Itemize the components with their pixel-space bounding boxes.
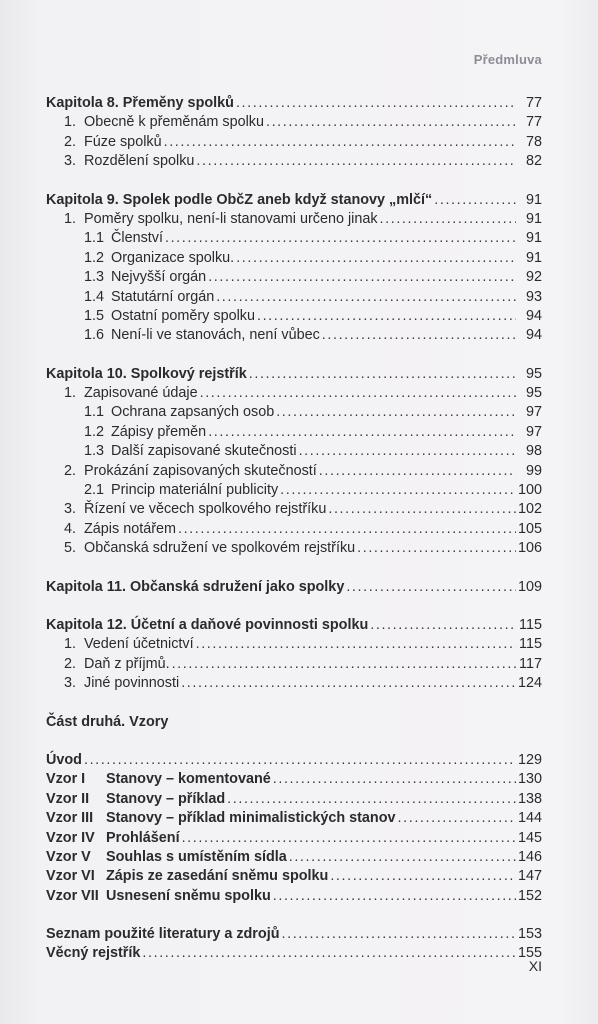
toc-section-entry <box>46 384 542 403</box>
toc-entry-number: 3. <box>64 501 77 518</box>
toc-entry-number: 1.2 <box>84 249 105 266</box>
dot-leader <box>164 133 516 152</box>
toc-page-number: 91 <box>525 249 542 266</box>
toc-page-number: 99 <box>525 462 542 479</box>
toc-part-heading <box>46 713 542 732</box>
toc-section-entry <box>46 210 542 229</box>
toc-entry-title: Rozdělení spolku <box>84 153 195 170</box>
toc-subsection-entry <box>46 442 542 461</box>
toc-page-number: 153 <box>517 926 542 943</box>
toc-section-entry <box>46 133 542 152</box>
toc-template-entry <box>46 848 542 867</box>
toc-spacer <box>46 172 542 191</box>
toc-page-number: 95 <box>525 365 542 382</box>
toc-spacer <box>46 694 542 713</box>
dot-leader <box>142 944 516 963</box>
toc-entry-title: Zapisované údaje <box>84 385 198 402</box>
toc-entry-title: Seznam použité literatury a zdrojů <box>46 926 280 943</box>
toc-page-number: 91 <box>525 191 542 208</box>
toc-entry-number: 2. <box>64 462 77 479</box>
toc-entry-number: 1.6 <box>84 327 105 344</box>
toc-entry-title: Zápisy přeměn <box>111 423 207 440</box>
toc-page-number: 91 <box>525 230 542 247</box>
toc-entry-number: Vzor I <box>46 771 86 788</box>
toc-page-number: 93 <box>525 288 542 305</box>
toc-section-entry <box>46 462 542 481</box>
dot-leader <box>328 500 516 519</box>
toc-entry-number: 2. <box>64 133 77 150</box>
toc-spacer <box>46 732 542 751</box>
toc-entry-title: Kapitola 9. Spolek podle ObčZ aneb když stanovy „mlčí“ <box>46 191 433 208</box>
toc-chapter-entry <box>46 925 542 944</box>
toc-entry-title: Stanovy – příklad minimalistických stanov <box>106 810 396 827</box>
toc-entry-number: 2. <box>64 655 77 672</box>
toc-spacer <box>46 597 542 616</box>
toc-entry-number: 1.1 <box>84 230 105 247</box>
toc-page-number: 147 <box>517 868 542 885</box>
toc-chapter-entry <box>46 578 542 597</box>
dot-leader <box>200 384 516 403</box>
toc-section-entry <box>46 655 542 674</box>
dot-leader <box>299 442 516 461</box>
dot-leader <box>181 674 516 693</box>
dot-leader <box>236 249 516 268</box>
toc-entry-number: 2.1 <box>84 482 105 499</box>
toc-entry-number: Vzor VII <box>46 887 99 904</box>
toc-template-entry <box>46 887 542 906</box>
toc-page-number: 94 <box>525 307 542 324</box>
toc-page-number: 145 <box>517 829 542 846</box>
toc-chapter-entry <box>46 365 542 384</box>
dot-leader <box>280 481 516 500</box>
dot-leader <box>236 94 516 113</box>
toc-entry-number: 1. <box>64 636 77 653</box>
toc-spacer <box>46 906 542 925</box>
toc-section-entry <box>46 500 542 519</box>
toc-entry-number: 1. <box>64 114 77 131</box>
toc-entry-number: 1.3 <box>84 443 105 460</box>
toc-page-number: 95 <box>525 385 542 402</box>
toc-entry-title: Vedení účetnictví <box>84 636 194 653</box>
toc-subsection-entry <box>46 307 542 326</box>
toc-entry-title: Kapitola 8. Přeměny spolků <box>46 95 234 111</box>
toc-page-number: 105 <box>517 520 542 537</box>
dot-leader <box>276 403 516 422</box>
toc-section-entry <box>46 152 542 171</box>
toc-entry-number: Vzor III <box>46 810 94 827</box>
toc-entry-title: Kapitola 12. Účetní a daňové povinnosti spolku <box>46 616 369 633</box>
dot-leader <box>249 365 516 384</box>
toc-page-number: 77 <box>525 95 542 111</box>
toc-page-number: 109 <box>517 578 542 595</box>
toc-entry-title: Věcný rejstřík <box>46 945 141 962</box>
toc-entry-number: Vzor VI <box>46 868 95 885</box>
dot-leader <box>346 578 516 597</box>
dot-leader <box>196 635 516 654</box>
toc-entry-title: Stanovy – komentované <box>106 771 271 788</box>
toc-section-entry <box>46 113 542 132</box>
toc-section-entry <box>46 539 542 558</box>
toc-entry-title: Fúze spolků <box>84 133 162 150</box>
dot-leader <box>282 925 516 944</box>
toc-section-entry <box>46 635 542 654</box>
toc-page-number: 144 <box>517 810 542 827</box>
toc-entry-number: 3. <box>64 153 77 170</box>
toc-entry-title: Stanovy – příklad <box>106 790 226 807</box>
toc-entry-number: 1.5 <box>84 307 105 324</box>
dot-leader <box>380 210 516 229</box>
toc-entry-title: Kapitola 10. Spolkový rejstřík <box>46 365 247 382</box>
dot-leader <box>273 770 516 789</box>
toc-spacer <box>46 346 542 365</box>
dot-leader <box>370 616 516 635</box>
toc-entry-title: Usnesení sněmu spolku <box>106 887 271 904</box>
toc-template-entry <box>46 829 542 848</box>
toc-page-number: 138 <box>517 790 542 807</box>
toc-page-number: 152 <box>517 887 542 904</box>
dot-leader <box>266 113 516 132</box>
dot-leader <box>208 423 516 442</box>
toc-entry-number: 4. <box>64 520 77 537</box>
toc-entry-title: Kapitola 11. Občanská sdružení jako spolky <box>46 578 345 595</box>
toc-page-number: 106 <box>517 540 542 557</box>
toc-entry-title: Prohlášení <box>106 829 180 846</box>
toc-entry-number: 1.2 <box>84 423 105 440</box>
toc-template-entry <box>46 809 542 828</box>
toc-template-entry <box>46 867 542 886</box>
toc-chapter-entry <box>46 94 542 113</box>
toc-subsection-entry <box>46 403 542 422</box>
toc-entry-number: 1. <box>64 385 77 402</box>
toc-entry-title: Daň z příjmů. <box>84 655 170 672</box>
toc-entry-title: Jiné povinnosti <box>84 675 180 692</box>
dot-leader <box>84 751 516 770</box>
dot-leader <box>322 326 516 345</box>
dot-leader <box>178 520 516 539</box>
toc-page-number: 77 <box>525 114 542 131</box>
dot-leader <box>330 867 516 886</box>
toc-chapter-entry <box>46 751 542 770</box>
toc-subsection-entry <box>46 481 542 500</box>
table-of-contents <box>46 94 542 964</box>
toc-entry-number: Vzor II <box>46 790 90 807</box>
dot-leader <box>182 829 516 848</box>
toc-entry-number: 3. <box>64 675 77 692</box>
dot-leader <box>227 790 516 809</box>
toc-subsection-entry <box>46 249 542 268</box>
toc-chapter-entry <box>46 944 542 963</box>
toc-entry-number: Vzor V <box>46 848 91 865</box>
toc-spacer <box>46 559 542 578</box>
toc-entry-title: Řízení ve věcech spolkového rejstříku <box>84 501 327 518</box>
toc-page-number: 124 <box>517 675 542 692</box>
page-folio: XI <box>528 958 542 974</box>
toc-entry-title: Obecně k přeměnám spolku <box>84 114 264 131</box>
dot-leader <box>434 191 516 210</box>
toc-page-number: 92 <box>525 269 542 286</box>
toc-page-number: 98 <box>525 443 542 460</box>
dot-leader <box>208 268 516 287</box>
toc-entry-title: Není-li ve stanovách, není vůbec <box>111 327 320 344</box>
toc-subsection-entry <box>46 268 542 287</box>
toc-entry-title: Úvod <box>46 751 82 768</box>
toc-subsection-entry <box>46 288 542 307</box>
dot-leader <box>357 539 516 558</box>
toc-entry-title: Nejvyšší orgán <box>111 269 207 286</box>
toc-page-number: 100 <box>517 482 542 499</box>
toc-entry-title: Další zapisované skutečnosti <box>111 443 297 460</box>
toc-section-entry <box>46 674 542 693</box>
toc-entry-title: Souhlas s umístěním sídla <box>106 848 287 865</box>
toc-page-number: 130 <box>517 771 542 788</box>
toc-entry-number: 5. <box>64 540 77 557</box>
toc-subsection-entry <box>46 326 542 345</box>
toc-page-number: 91 <box>525 210 542 227</box>
toc-entry-number: 1.4 <box>84 288 105 305</box>
toc-entry-title: Občanská sdružení ve spolkovém rejstříku <box>84 540 356 557</box>
toc-entry-title: Prokázání zapisovaných skutečností <box>84 462 317 479</box>
toc-page-number: 82 <box>525 153 542 170</box>
toc-page-number: 115 <box>519 616 542 633</box>
toc-page-number: 94 <box>525 327 542 344</box>
toc-entry-title: Princip materiální publicity <box>111 482 279 499</box>
toc-template-entry <box>46 790 542 809</box>
toc-entry-title: Členství <box>111 230 163 247</box>
dot-leader <box>398 809 516 828</box>
dot-leader <box>196 152 516 171</box>
toc-page-number: 78 <box>525 133 542 150</box>
toc-entry-title: Organizace spolku. <box>111 249 235 266</box>
toc-template-entry <box>46 770 542 789</box>
toc-entry-number: Vzor IV <box>46 829 95 846</box>
toc-entry-number: 1.3 <box>84 269 105 286</box>
toc-subsection-entry <box>46 229 542 248</box>
running-header: Předmluva <box>473 52 542 67</box>
dot-leader <box>172 655 516 674</box>
dot-leader <box>165 229 516 248</box>
toc-section-entry <box>46 520 542 539</box>
toc-page-number: 102 <box>517 501 542 518</box>
toc-chapter-entry <box>46 191 542 210</box>
toc-page-number: 97 <box>525 423 542 440</box>
toc-entry-title: Poměry spolku, není-li stanovami určeno jinak <box>84 210 378 227</box>
toc-chapter-entry <box>46 616 542 635</box>
dot-leader <box>289 848 516 867</box>
toc-entry-number: 1. <box>64 210 77 227</box>
toc-page-number: 129 <box>517 751 542 768</box>
toc-entry-title: Zápis ze zasedání sněmu spolku <box>106 868 329 885</box>
toc-entry-title: Ostatní poměry spolku <box>111 307 255 324</box>
dot-leader <box>319 462 516 481</box>
toc-entry-title: Ochrana zapsaných osob <box>111 404 275 421</box>
toc-subsection-entry <box>46 423 542 442</box>
dot-leader <box>273 887 516 906</box>
toc-page-number: 155 <box>517 945 542 962</box>
toc-entry-number: 1.1 <box>84 404 105 421</box>
toc-page-number: 117 <box>519 655 542 672</box>
toc-page-number: 97 <box>525 404 542 421</box>
toc-page-number: 146 <box>517 848 542 865</box>
dot-leader <box>216 288 516 307</box>
toc-page-number: 115 <box>519 636 542 653</box>
toc-entry-title: Část druhá. Vzory <box>46 713 169 730</box>
dot-leader <box>257 307 516 326</box>
toc-entry-title: Zápis notářem <box>84 520 176 537</box>
toc-entry-title: Statutární orgán <box>111 288 215 305</box>
